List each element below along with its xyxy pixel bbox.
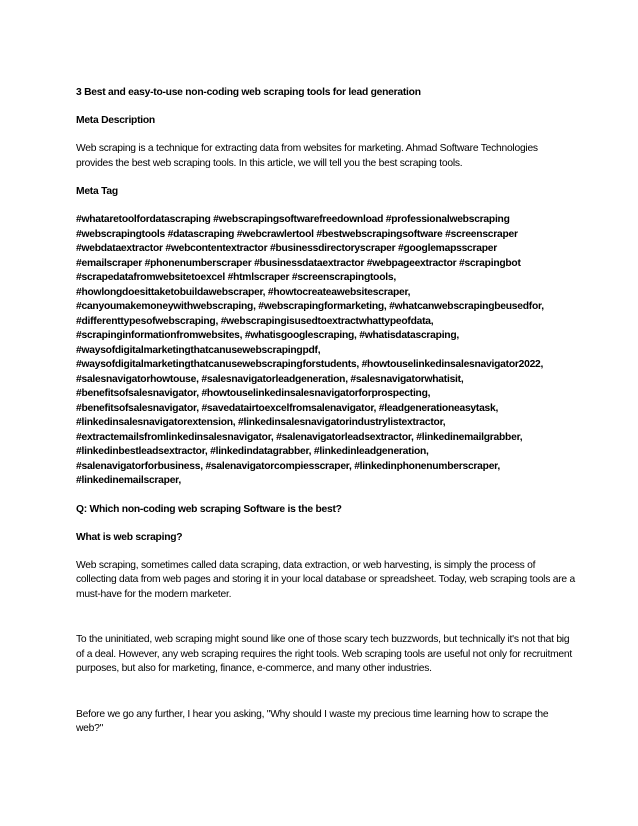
tag-line: #whataretoolfordatascraping #webscrapingsoftwarefreedownload #professionalwebscraping <box>76 214 510 225</box>
document-title: 3 Best and easy-to-use non-coding web scraping tools for lead generation <box>76 87 421 98</box>
what-is-heading: What is web scraping? <box>76 531 183 543</box>
tag-line: #canyoumakemoneywithwebscraping, #webscrapingformarketing, #whatcanwebscrapingbeusedfor, <box>76 301 544 312</box>
meta-tags-list <box>76 213 576 489</box>
tag-line: #webscrapingtools #datascraping #webcrawlertool #bestwebscrapingsoftware #screenscraper <box>76 228 518 240</box>
tag-line: #waysofdigitalmarketingthatcanusewebscrapingpdf, <box>76 344 321 356</box>
paragraph-3: Before we go any further, I hear you asking, "Why should I waste my precious time learning how to scrape the web?" <box>76 708 549 734</box>
tag-line: #emailscraper #phonenumberscraper #businessdataextractor #webpageextractor #scrapingbot <box>76 257 521 269</box>
tag-line: #extractemailsfromlinkedinsalesnavigator, #salenavigatorleadsextractor, #linkedinemailgrabber, <box>76 431 523 443</box>
meta-tag-heading: Meta Tag <box>76 186 118 197</box>
tag-line: #linkedinemailscraper, <box>76 475 181 486</box>
meta-description-text: Web scraping is a technique for extracting data from websites for marketing. Ahmad Software Technologies provides the best web scraping tools. In this article, we will tell you the best scraping tools. <box>76 143 538 169</box>
tag-line: #benefitsofsalesnavigator, #howtouselinkedinsalesnavigatorforprospecting, <box>76 388 431 399</box>
tag-line: #salenavigatorforbusiness, #salenavigatorcompiesscraper, #linkedinphonenumberscraper, <box>76 460 500 472</box>
paragraph-1: Web scraping, sometimes called data scraping, data extraction, or web harvesting, is simply the process of collecting data from web pages and storing it in your local database or spreadsheet. Today, web scraping tools are a must-have for the modern marketer. <box>76 559 575 600</box>
tag-line: #linkedinsalesnavigatorextension, #linkedinsalesnavigatorindustrylistextractor, <box>76 417 446 428</box>
tag-line: #linkedinbestleadsextractor, #linkedindatagrabber, #linkedinleadgeneration, <box>76 446 429 457</box>
meta-description-heading: Meta Description <box>76 115 155 126</box>
tag-line: #webdataextractor #webcontentextractor #businessdirectoryscraper #googlemapsscraper <box>76 243 498 254</box>
question-heading: Q: Which non-coding web scraping Software is the best? <box>76 503 342 515</box>
tag-line: #howlongdoesittaketobuildawebscraper, #howtocreateawebsitescraper, <box>76 286 411 298</box>
tag-line: #benefitsofsalesnavigator, #savedatairtoexcelfromsalenavigator, #leadgenerationeasytask, <box>76 402 499 414</box>
document-page <box>76 86 576 737</box>
paragraph-2: To the uninitiated, web scraping might sound like one of those scary tech buzzwords, but technically it's not that big of a deal. However, any web scraping requires the right tools. Web scraping tools are useful not only for recruitment purposes, but also for marketing, finance, e-commerce, and many other industries. <box>76 634 572 674</box>
tag-line: #waysofdigitalmarketingthatcanusewebscrapingforstudents, #howtouselinkedinsalesnavigator2022, <box>76 359 544 370</box>
tag-line: #differenttypesofwebscraping, #webscrapingisusedtoextractwhattypeofdata, <box>76 315 434 327</box>
tag-line: #scrapinginformationfromwebsites, #whatisgooglescraping, #whatisdatascraping, <box>76 330 459 341</box>
tag-line: #salesnavigatorhowtouse, #salesnavigatorleadgeneration, #salesnavigatorwhatisit, <box>76 373 464 385</box>
tag-line: #scrapedatafromwebsitetoexcel #htmlscraper #screenscrapingtools, <box>76 272 396 283</box>
